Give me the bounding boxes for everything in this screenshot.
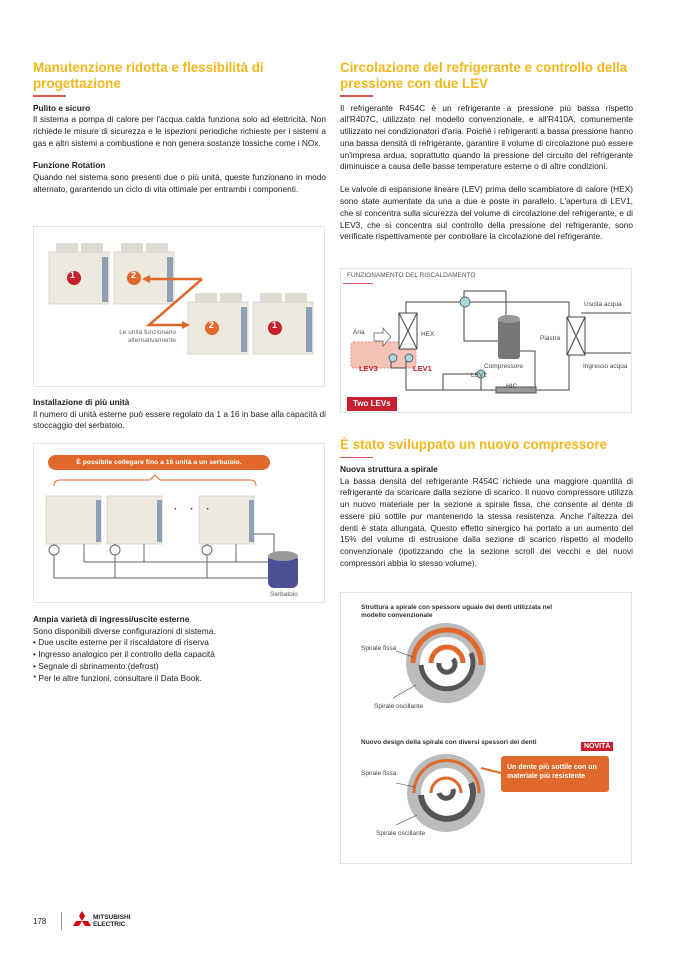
badge: 1 (70, 270, 76, 280)
io-section (33, 614, 326, 684)
title-underline (33, 95, 66, 97)
callout: Un dente più sottile con un materiale più resistente (501, 756, 609, 792)
rotation-caption: Le unità funzionano alternativamente (119, 329, 176, 344)
hic-label: HIC (506, 383, 518, 390)
water-in-label: Ingresso acqua (583, 363, 628, 370)
bullet-item: • Segnale di sbrinamento (defrost) (33, 660, 159, 671)
section-title: È stato sviluppato un nuovo compressore (340, 437, 608, 452)
paragraph: Il sistema a pompa di calore per l'acqua calda funziona solo ad elettricità. Non richiede le misure di sicurezza e le ispezioni periodiche richieste per i sistemi a gas e altri sistemi a combustione e non genera sostanze tossiche come i NOx. (33, 114, 326, 148)
section-title: Manutenzione ridotta e flessibilità di progettazione (33, 60, 264, 91)
page-number: 178 (33, 917, 47, 926)
badge: 2 (209, 320, 215, 330)
orbiting-spiral-label: Spirale oscillante (376, 830, 426, 837)
spiral-old-title: Struttura a spirale con spessore uguale dei denti utilizzata nel modello convenzionale (361, 604, 553, 619)
subheading: Nuova struttura a spirale (340, 464, 438, 474)
footer-divider (61, 912, 62, 930)
subheading: Pulito e sicuro (33, 102, 91, 113)
max-units-banner: È possibile collegare fino a 16 unità a un serbatoio. (48, 455, 270, 470)
orbiting-spiral-label: Spirale oscillante (374, 703, 424, 710)
brand-line-1: MITSUBISHI (93, 914, 131, 921)
right-column (340, 60, 633, 243)
left-column (33, 60, 326, 195)
fixed-spiral-label: Spirale fissa (361, 645, 397, 652)
spiral-new-title: Nuovo design della spirale con diversi spessori dei denti (361, 739, 537, 746)
fixed-spiral-label: Spirale fissa (361, 770, 397, 777)
new-badge: NOVITÀ (581, 742, 613, 751)
paragraph: La bassa densità del refrigerante R454C richiede una maggiore quantità di refrigerante da scaricare dalla sezione di scarico. Il nuovo compressore utilizza un nuovo materiale per la sezione a spirale fissa, che consente al dente di essere più sottile pur mantenendo la stessa resistenza. Anche l'altezza dei denti è stata allungata. Questo effetto sinergico ha portato a un aumento del 15% del volume di estrusione dalla sezione di scarico rispetto al modello convenzionale (ipotizzando che la sezione scroll dei vecchi e dei nuovi compressori abbia lo stesso volume). (340, 475, 633, 569)
plate-label: Piastra (540, 335, 561, 342)
badge: 2 (131, 270, 137, 280)
paragraph: Sono disponibili diverse configurazioni di sistema. (33, 625, 216, 636)
subheading: Installazione di più unità (33, 397, 130, 407)
tank-label: Serbatoio (270, 591, 298, 598)
water-out-label: Uscita acqua (584, 301, 622, 308)
diagram-title: FUNZIONAMENTO DEL RISCALDAMENTO (347, 272, 476, 279)
brand-line-2: ELECTRIC (93, 921, 126, 928)
subheading: Ampia varietà di ingressi/uscite esterne (33, 614, 190, 624)
hex-label: HEX (421, 331, 435, 338)
rotation-figure (33, 226, 325, 387)
paragraph: Quando nel sistema sono presenti due o più unità, queste funzionano in modo alternato, garantendo un ciclo di vita ottimale per entrambi i componenti. (33, 171, 326, 194)
title-underline (340, 457, 373, 459)
compressor-section (340, 437, 633, 570)
heating-diagram (340, 268, 632, 413)
lev2-label: LEV2 (471, 372, 487, 379)
badge: 1 (272, 320, 278, 330)
multi-unit-figure (33, 443, 325, 603)
section-title: Circolazione del refrigerante e controllo della pressione con due LEV (340, 60, 628, 91)
paragraph: Le valvole di espansione lineare (LEV) prima dello scambiatore di calore (HEX) sono state aumentate da una a due e poste in parallelo. L'apertura di LEV1, che si concentra sulla sicurezza del volume di circolazione del refrigerante, e di LEV3, che si concentra sul controllo della pressione del refrigerante, sono verificate rispettivamente per controllare la circolazione del refrigerante. (340, 184, 633, 242)
lev3-label: LEV3 (359, 364, 378, 373)
footnote: * Per le altre funzioni, consultare il Data Book. (33, 672, 202, 683)
compressor-label: Compressore (484, 363, 524, 370)
title-underline (340, 95, 373, 97)
install-section (33, 397, 326, 432)
bullet-item: • Ingresso analogico per il controllo della capacità (33, 649, 215, 660)
ellipsis: · · · (174, 504, 215, 515)
spiral-figure (340, 592, 632, 864)
paragraph: Il numero di unità esterne può essere regolato da 1 a 16 in base alla capacità di stoccaggio del serbatoio. (33, 408, 326, 431)
bullet-item: • Due uscite esterne per il riscaldatore di riserva (33, 637, 209, 648)
two-levs-tag: Two LEVs (347, 397, 397, 411)
lev1-label: LEV1 (413, 364, 432, 373)
subheading: Funzione Rotation (33, 160, 106, 171)
air-label: Aria (353, 329, 365, 336)
paragraph: Il refrigerante R454C è un refrigerante a pressione più bassa rispetto all'R407C, utilizzato nel modello convenzionale, e all'R410A, comunemente utilizzato nei condizionatori d'aria. Poiché i refrigeranti a bassa pressione hanno una bassa densità di refrigerante, garantire il volume di circolazione può essere un'impresa ardua, soprattutto quando la pressione del circuito del refrigerante diminuisce a causa delle basse temperature esterne o di altre condizioni. (340, 102, 633, 172)
